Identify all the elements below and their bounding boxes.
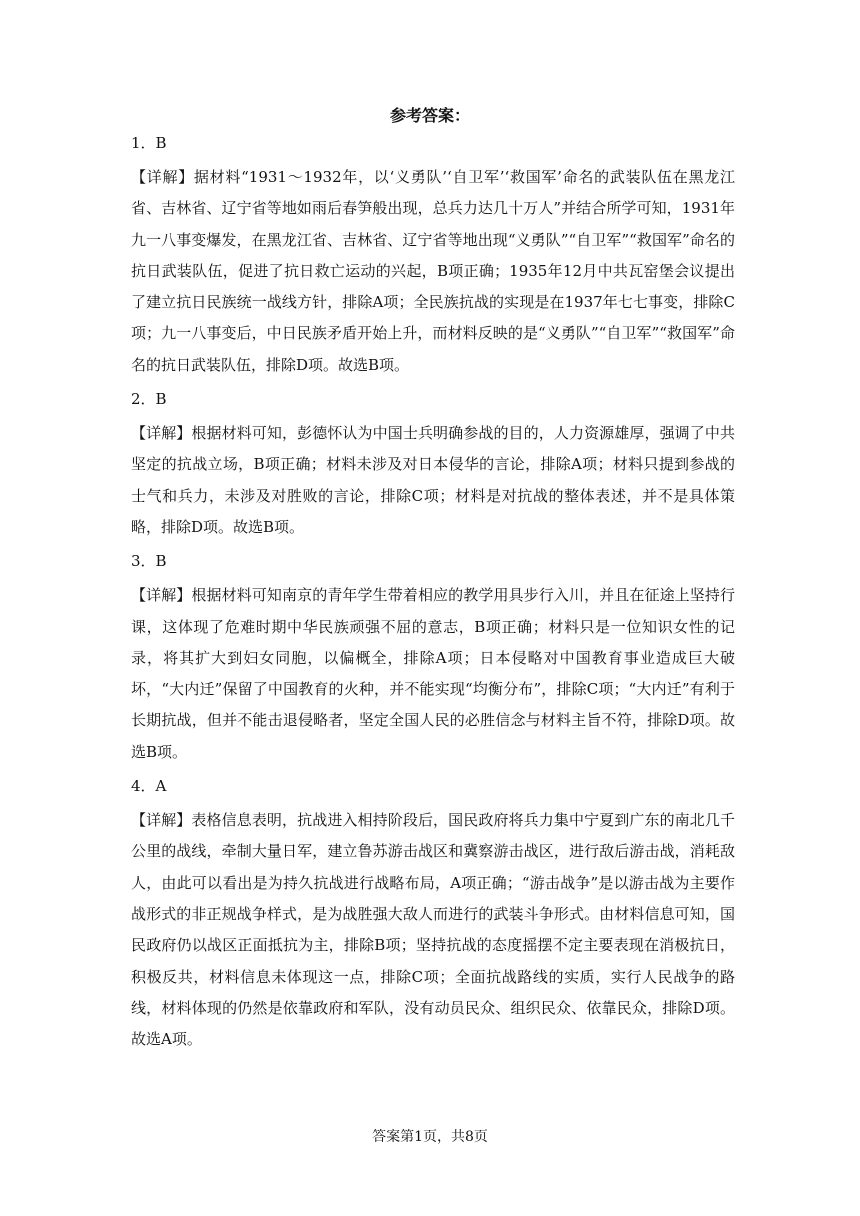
answer-explanation: 【详解】据材料“1931～1932年，以‘义勇队’‘自卫军’‘救国军’命名的武装队伍在黑龙江省、吉林省、辽宁省等地如雨后春笋般出现，总兵力达几十万人”并结合所学可知，1931年九一八事变爆发，在黑龙江省、吉林省、辽宁省等地出现“义勇队”“自卫军”“救国军”命名的抗日武装队伍，促进了抗日救亡运动的兴起，B项正确；1935年12月中共瓦窑堡会议提出了建立抗日民族统一战线方针，排除A项；全民族抗战的实现是在1937年七七事变，排除C项；九一八事变后，中日民族矛盾开始上升，而材料反映的是“义勇队”“自卫军”“救国军”命名的抗日武装队伍，排除D项。故选B项。 bbox=[131, 168, 735, 374]
answer-number: 1．B bbox=[131, 134, 167, 152]
page-footer: 答案第1页，共8页 bbox=[372, 1129, 488, 1145]
answer-number: 2．B bbox=[131, 390, 167, 409]
answer-item-3 bbox=[131, 550, 735, 768]
answer-item-1 bbox=[131, 132, 735, 381]
answer-explanation: 【详解】表格信息表明，抗战进入相持阶段后，国民政府将兵力集中宁夏到广东的南北几千公里的战线，牵制大量日军，建立鲁苏游击战区和冀察游击战区，进行敌后游击战，消耗敌人，由此可以看出是为持久抗战进行战略布局，A项正确；“游击战争”是以游击战为主要作战形式的非正规战争样式，是为战胜强大敌人而进行的武装斗争形式。由材料信息可知，国民政府仍以战区正面抵抗为主，排除B项；坚持抗战的态度摇摆不定主要表现在消极抗日，积极反共，材料信息未体现这一点，排除C项；全面抗战路线的实质，实行人民战争的路线，材料体现的仍然是依靠政府和军队，没有动员民众、组织民众、依靠民众，排除D项。故选A项。 bbox=[131, 811, 735, 1049]
answer-explanation: 【详解】根据材料可知，彭德怀认为中国士兵明确参战的目的，人力资源雄厚，强调了中共坚定的抗战立场，B项正确；材料未涉及对日本侵华的言论，排除A项；材料只提到参战的士气和兵力，未涉及对胜败的言论，排除C项；材料是对抗战的整体表述，并不是具体策略，排除D项。故选B项。 bbox=[131, 424, 735, 536]
answer-number: 4．A bbox=[131, 777, 167, 796]
answer-explanation: 【详解】根据材料可知南京的青年学生带着相应的教学用具步行入川，并且在征途上坚持行课，这体现了危难时期中华民族顽强不屈的意志，B项正确；材料只是一位知识女性的记录，将其扩大到妇女同胞，以偏概全，排除A项；日本侵略对中国教育事业造成巨大破坏，“大内迁”保留了中国教育的火种，并不能实现“均衡分布”，排除C项；“大内迁”有利于长期抗战，但并不能击退侵略者，坚定全国人民的必胜信念与材料主旨不符，排除D项。故选B项。 bbox=[131, 586, 735, 761]
answer-item-4 bbox=[131, 775, 735, 1055]
answer-list bbox=[131, 132, 735, 1062]
answer-item-2 bbox=[131, 388, 735, 543]
answer-number: 3．B bbox=[131, 552, 167, 571]
page-title: 参考答案： bbox=[389, 106, 470, 125]
